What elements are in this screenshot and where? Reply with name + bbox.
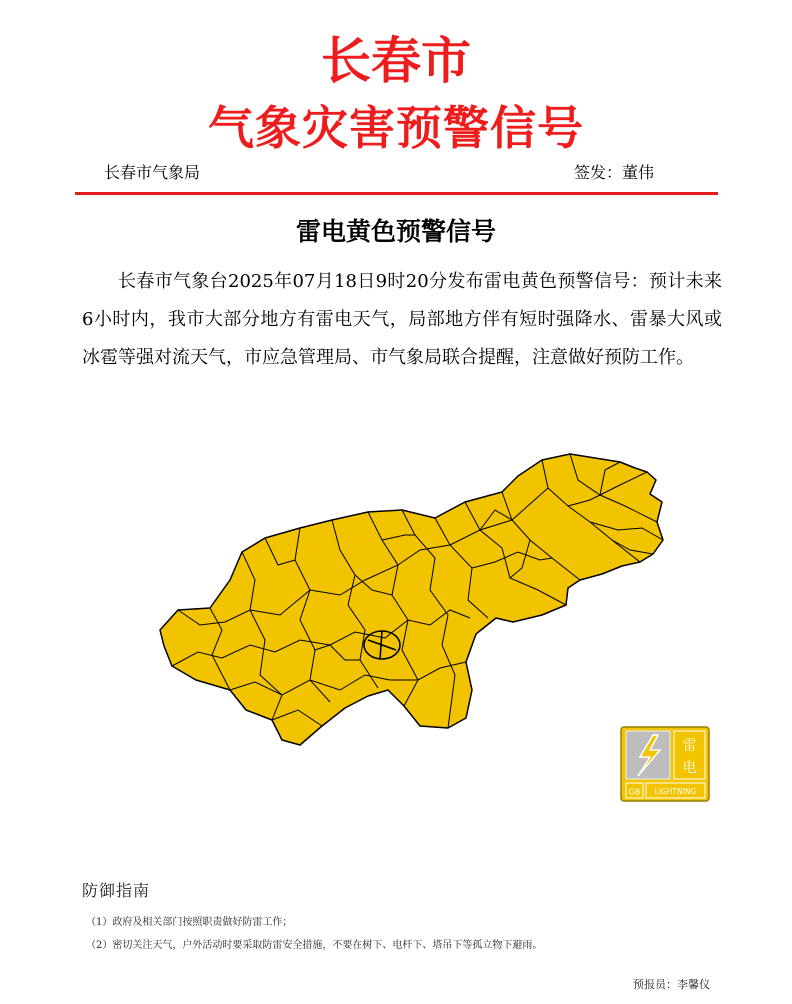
warning-area-map: [150, 440, 670, 760]
city-title: 长春市: [321, 32, 471, 90]
badge-chinese-label-2: 电: [682, 760, 697, 776]
issuer-label: 长春市气象局: [104, 163, 201, 182]
lightning-yellow-warning-badge: [620, 726, 710, 802]
header-divider: [75, 192, 718, 195]
map-region-shape: [160, 454, 663, 745]
badge-gb-tag: GB: [628, 787, 641, 797]
forecaster-label: 预报员：李馨仪: [633, 978, 710, 991]
badge-english-label: LIGHTNING: [654, 787, 697, 796]
warning-signal-title: 气象灾害预警信号: [208, 101, 584, 155]
badge-chinese-label: 雷: [682, 738, 697, 754]
defense-guide-item-1: （1）政府及相关部门按照职责做好防雷工作；: [86, 917, 293, 928]
signer-label: 签发：董伟: [573, 163, 654, 182]
signal-body: 长春市气象台2025年07月18日9时20分发布雷电黄色预警信号：预计未来6小时内，我市大部分地方有雷电天气，局部地方伴有短时强降水、雷暴大风或冰雹等强对流天气，市应急管理局、市气象局联合提醒，注意做好预防工作。: [82, 271, 722, 368]
signal-title: 雷电黄色预警信号: [295, 217, 496, 246]
defense-guide-item-2: （2）密切关注天气，户外活动时要采取防雷安全措施，不要在树下、电杆下、塔吊下等孤立物下避雨。: [86, 940, 543, 951]
defense-guide-title: 防御指南: [82, 881, 151, 900]
